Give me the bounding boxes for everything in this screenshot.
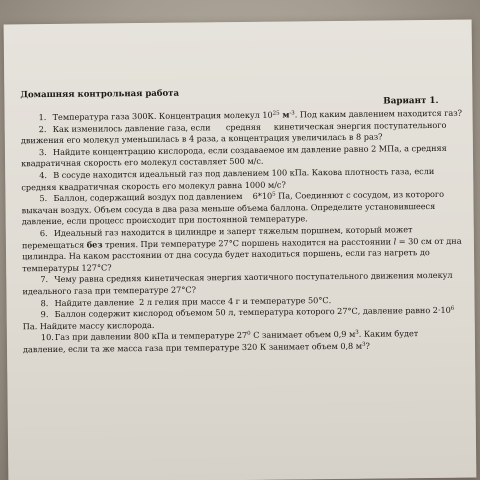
task-text: выкачан воздух. Объем сосуда в два раза меньше объема баллона. Определите установившееся bbox=[21, 200, 436, 216]
task-number: 8. bbox=[40, 297, 49, 308]
document-title: Домашняя контрольная работа bbox=[20, 88, 179, 101]
exponent: 0 bbox=[247, 331, 251, 338]
task-text: Па. Найдите массу кислорода. bbox=[22, 319, 155, 331]
task-text: В сосуде находится идеальный газ под давлением 100 кПа. Какова плотность газа, если bbox=[53, 165, 435, 180]
task-text: Баллон, содержащий воздух под давлением 6*10 bbox=[53, 190, 273, 204]
exponent: 25 bbox=[272, 110, 280, 117]
exponent: 6 bbox=[450, 305, 455, 312]
task-text: квадратичная скорость его молекул составляет 500 м/с. bbox=[21, 156, 264, 169]
task-text: давление, если та же масса газа при температуре 320 К занимает объем 0,8 м bbox=[22, 340, 363, 355]
paper-sheet bbox=[4, 20, 477, 480]
task-text: Температура газа 300К. Концентрация молекул 10 bbox=[52, 109, 273, 122]
task-text: температуры 127°С? bbox=[22, 262, 112, 274]
task-5 bbox=[21, 189, 469, 228]
exponent: 3 bbox=[355, 330, 359, 337]
task-text: без bbox=[86, 238, 103, 250]
task-text: = 30 см от дна bbox=[396, 235, 462, 246]
document-content bbox=[20, 86, 471, 356]
task-text: С занимает объем 0,9 м bbox=[250, 329, 356, 341]
task-text: Идеальный газ находится в цилиндре и заперт тяжелым поршнем, который может bbox=[53, 224, 413, 238]
exponent: -3 bbox=[289, 110, 295, 117]
task-number: 10. bbox=[40, 332, 54, 343]
task-text: Найдите давление 2 л гелия при массе 4 г и температуре 50°С. bbox=[54, 294, 332, 308]
task-text: Газ при давлении 800 кПа и температуре 27 bbox=[54, 330, 248, 343]
task-6 bbox=[22, 224, 470, 275]
task-text: перемещаться bbox=[21, 239, 87, 250]
task-text: м bbox=[279, 109, 290, 120]
task-text: Как изменилось давление газа, если средняя кинетическая энергия поступательного bbox=[52, 119, 447, 134]
task-text: идеального газа при температуре 27°С? bbox=[22, 284, 196, 297]
task-number: 5. bbox=[39, 193, 48, 204]
document-header bbox=[20, 86, 468, 113]
task-number: 6. bbox=[39, 227, 48, 239]
task-number: 1. bbox=[38, 112, 47, 123]
task-number: 7. bbox=[40, 274, 49, 285]
variable-l: l bbox=[393, 235, 397, 246]
task-number: 2. bbox=[38, 123, 47, 134]
task-text: . Под каким давлением находится газ? bbox=[294, 107, 463, 120]
task-text: Чему равна средняя кинетическая энергия хаотичного поступательного движения молекул bbox=[54, 270, 453, 285]
task-text: средняя квадратичная скорость его молекул равна 1000 м/с? bbox=[21, 179, 286, 192]
task-text: трения. При температуре 27°С поршень находится на расстоянии bbox=[102, 235, 394, 249]
task-text: Баллон содержит кислород объемом 50 л, температура которого 27°С, давление равно 2·10 bbox=[54, 304, 451, 320]
task-10 bbox=[23, 328, 471, 356]
task-text: движения его молекул уменьшилась в 4 раза, а концентрация увеличилась в 8 раз? bbox=[20, 131, 383, 146]
task-text: давление, если процесс происходит при постоянной температуре. bbox=[21, 213, 308, 227]
task-text: Найдите концентрацию кислорода, если создаваемое им давление равно 2 МПа, а средняя bbox=[52, 142, 447, 157]
task-text: . Каким будет bbox=[358, 328, 419, 340]
exponent: 5 bbox=[272, 191, 276, 198]
task-number: 3. bbox=[38, 146, 47, 157]
task-text: цилиндра. На каком расстоянии от дна сосуда будет находиться поршень, если газ нагреть до bbox=[21, 247, 430, 262]
task-text: Па, Соединяют с сосудом, из которого bbox=[275, 189, 445, 201]
task-number: 9. bbox=[40, 309, 49, 320]
task-number: 4. bbox=[39, 169, 47, 181]
variant-label: Вариант 1. bbox=[383, 95, 439, 107]
task-text: ? bbox=[365, 340, 370, 351]
exponent: 3 bbox=[362, 341, 366, 348]
